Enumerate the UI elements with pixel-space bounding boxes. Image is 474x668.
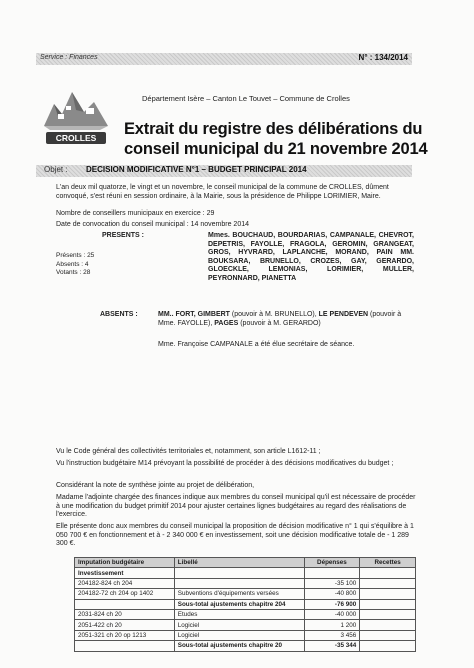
- depenses-cell: -40 800: [304, 589, 360, 599]
- libelle-cell: Logiciel: [174, 630, 304, 640]
- libelle-cell: Logiciel: [174, 620, 304, 630]
- vu-code-general: Vu le Code général des collectivités territoriales et, notamment, son article L1612-11 ;: [56, 448, 321, 455]
- presents-names: Mmes. BOUCHAUD, BOURDARIAS, CAMPANALE, CHEVROT, DEPETRIS, FAYOLLE, FRAGOLA, GEROMIN, GRANGEAT, GROS, HYVRARD, LAPLANCHE, MORAND, PAIN MM. BOUKSARA, BRUNELLO, CROZES, GAY, GERARDO, GLOECKLE, LEMONIAS, LORIMIER, MULLER, PEYRONNARD, PIANETTA: [208, 232, 414, 282]
- objet-label: Objet :: [44, 165, 68, 174]
- imputation-cell: 204182-72 ch 204 op 1402: [75, 589, 175, 599]
- service-header-band: [36, 53, 412, 65]
- imputation-cell: 204182-824 ch 204: [75, 578, 175, 588]
- recettes-cell: [360, 589, 416, 599]
- table-row: [75, 589, 416, 599]
- table-header-row: [75, 558, 416, 568]
- table-row: [75, 620, 416, 630]
- imputation-cell: 2051-422 ch 20: [75, 620, 175, 630]
- depenses-cell: -35 344: [304, 641, 360, 651]
- count-votants: Votants : 28: [56, 269, 91, 277]
- imputation-cell: [75, 641, 175, 651]
- intro-paragraph: L'an deux mil quatorze, le vingt et un novembre, le conseil municipal de la commune de CROLLES, dûment convoqué, s'est réuni en session ordinaire, à la Mairie, sous la présidence de Philippe LORIMIER, Maire.: [56, 184, 389, 200]
- recettes-cell: [360, 599, 416, 609]
- imputation-cell: [75, 599, 175, 609]
- table-row: [75, 641, 416, 651]
- considerant-line: Considérant la note de synthèse jointe au projet de délibération,: [56, 482, 255, 489]
- document-title-line-1: Extrait du registre des délibérations du: [124, 120, 423, 138]
- recettes-cell: [360, 578, 416, 588]
- absents-names-e: PAGES: [214, 319, 239, 327]
- document-title-line-2: conseil municipal du 21 novembre 2014: [124, 140, 428, 158]
- header-imputation: Imputation budgétaire: [75, 558, 175, 568]
- header-depenses: Dépenses: [304, 558, 360, 568]
- budget-table: [74, 557, 416, 652]
- imputation-cell: 2031-824 ch 20: [75, 609, 175, 619]
- count-presents: Présents : 25: [56, 252, 95, 259]
- deliberation-number: N° : 134/2014: [358, 53, 408, 62]
- secretaire-line: Mme. Françoise CAMPANALE a été élue secrétaire de séance.: [158, 341, 355, 348]
- libelle-cell: Sous-total ajustements chapitre 204: [174, 599, 304, 609]
- libelle-cell: Subventions d'équipements versées: [174, 589, 304, 599]
- absents-names-b: (pouvoir à M. BRUNELLO),: [229, 311, 319, 318]
- imputation-cell: 2051-321 ch 20 op 1213: [75, 630, 175, 640]
- absents-label: ABSENTS :: [100, 311, 138, 318]
- depenses-cell: -35 100: [304, 578, 360, 588]
- header-libelle: Libellé: [174, 558, 304, 568]
- section-label: Investissement: [75, 568, 175, 578]
- table-row: [75, 578, 416, 588]
- objet-band: [36, 165, 412, 177]
- recettes-cell: [360, 641, 416, 651]
- table-section-row: [75, 568, 416, 578]
- libelle-cell: Etudes: [174, 609, 304, 619]
- depenses-cell: -40 000: [304, 609, 360, 619]
- presents-label: PRESENTS :: [102, 232, 145, 239]
- absents-names-a: MM.. FORT, GIMBERT: [158, 311, 230, 318]
- recettes-cell: [360, 609, 416, 619]
- logo-text: CROLLES: [55, 133, 97, 143]
- depenses-cell: 1 200: [304, 620, 360, 630]
- department-line: Département Isère – Canton Le Touvet – Commune de Crolles: [142, 94, 350, 103]
- madame-paragraph: Madame l'adjointe chargée des finances indique aux membres du conseil municipal qu'il est nécessaire de procéder à une modification du budget primitif 2014 pour ajuster certaines lignes budgétaires au regard des réalisations de l'exercice.: [56, 494, 416, 519]
- depenses-cell: -76 900: [304, 599, 360, 609]
- table-row: [75, 609, 416, 619]
- absents-names-c: LE PENDEVEN: [318, 311, 369, 318]
- elle-paragraph: Elle présente donc aux membres du conseil municipal la proposition de décision modificative n° 1 qui s'équilibre à 1 050 700 € en fonctionnement et à - 2 340 000 € en investissement, soit une décision modificative totale de - 1 289 300 €.: [56, 523, 414, 548]
- count-absents: Absents : 4: [56, 260, 89, 268]
- service-label: Service : Finances: [40, 54, 98, 61]
- table-row: [75, 630, 416, 640]
- libelle-cell: Sous-total ajustements chapitre 20: [174, 641, 304, 651]
- objet-text: DECISION MODIFICATIVE N°1 – BUDGET PRINCIPAL 2014: [86, 165, 307, 174]
- absents-names: [158, 311, 414, 328]
- attendance-counts: [56, 252, 94, 278]
- libelle-cell: [174, 578, 304, 588]
- absents-names-f: (pouvoir à M. GERARDO): [238, 319, 321, 327]
- nombre-conseillers: Nombre de conseillers municipaux en exercice : 29: [56, 210, 215, 217]
- date-convocation: Date de convocation du conseil municipal : 14 novembre 2014: [56, 221, 250, 228]
- depenses-cell: 3 456: [304, 630, 360, 640]
- recettes-cell: [360, 630, 416, 640]
- recettes-cell: [360, 620, 416, 630]
- vu-instruction-m14: Vu l'instruction budgétaire M14 prévoyant la possibilité de procéder à des décisions modificatives du budget ;: [56, 460, 394, 467]
- header-recettes: Recettes: [360, 558, 416, 568]
- absents-names-d: (pouvoir à Mme. FAYOLLE),: [158, 311, 402, 327]
- table-row: [75, 599, 416, 609]
- crolles-logo: [40, 86, 112, 148]
